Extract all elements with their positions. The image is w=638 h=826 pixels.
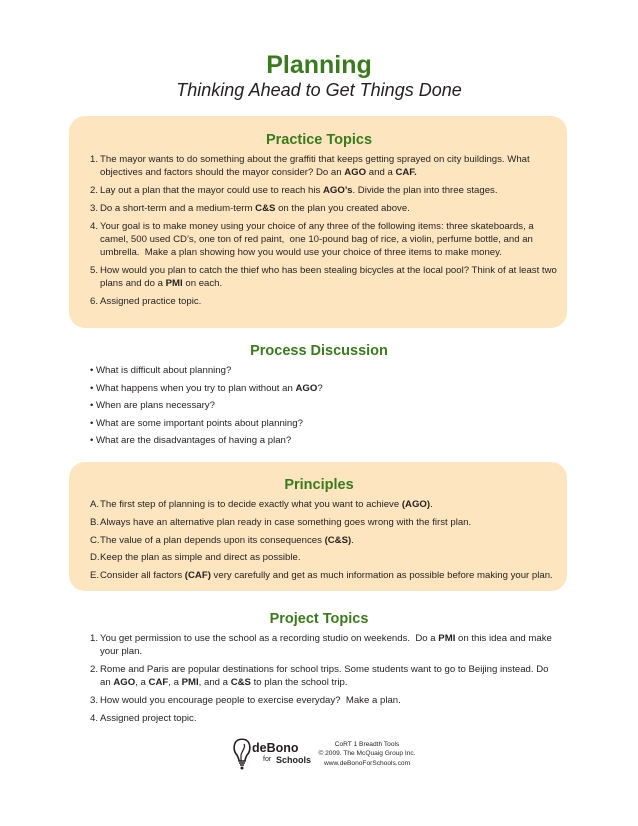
list-item (90, 434, 560, 447)
logo-for: for (263, 756, 272, 763)
list-item-text: What happens when you try to plan without an AGO? (96, 382, 323, 394)
list-marker: 3. (90, 202, 99, 214)
list-item-text: What are some important points about planning? (96, 417, 303, 429)
list-item-text: The first step of planning is to decide exactly what you want to achieve (AGO). (100, 499, 433, 510)
list-item (90, 264, 560, 290)
list-item (90, 202, 560, 215)
debono-logo (232, 737, 310, 771)
list-item-text: Consider all factors (CAF) very carefully and get as much information as possible before making your plan. (100, 570, 553, 582)
list-marker: 2. (90, 185, 99, 196)
list-item (90, 417, 560, 430)
list-item (90, 663, 560, 689)
list-item (90, 184, 560, 197)
list-marker: • (90, 382, 94, 394)
list-marker: D. (90, 552, 100, 564)
list-marker: C. (90, 534, 100, 546)
list-item-text: Always have an alternative plan ready in case something goes wrong with the first plan. (100, 516, 472, 528)
list-item (90, 694, 560, 707)
list-item (90, 569, 560, 582)
list-item (90, 534, 560, 547)
list-item-text: How would you encourage people to exercise everyday? Make a plan. (100, 695, 401, 706)
list-item-text: How would you plan to catch the thief who has been stealing bicycles at the local pool? Think of at least two plans and do a PMI on each. (100, 264, 557, 289)
footer-line-1: CoRT 1 Breadth Tools (334, 741, 400, 748)
list-item (90, 632, 560, 658)
project-topics-title: Project Topics (269, 611, 369, 627)
footer-line-2: © 2009. The McQuaig Group Inc. (318, 750, 416, 758)
list-item (90, 399, 560, 412)
list-item (90, 153, 560, 179)
list-item-text: Keep the plan as simple and direct as possible. (100, 552, 301, 564)
list-item (90, 516, 560, 529)
list-item-text: Assigned project topic. (100, 712, 197, 724)
list-marker: E. (90, 570, 100, 582)
list-item-text: The value of a plan depends upon its consequences (C&S). (100, 534, 354, 546)
list-marker: 1. (90, 154, 99, 165)
process-discussion-list (90, 364, 560, 452)
practice-topics-list (90, 153, 560, 313)
list-item-text: Lay out a plan that the mayor could use to reach his AGO’s. Divide the plan into three stages. (100, 185, 498, 196)
list-marker: 3. (90, 695, 99, 706)
list-item (90, 382, 560, 395)
list-item-text: Assigned practice topic. (100, 295, 202, 307)
page-subtitle: Thinking Ahead to Get Things Done (176, 80, 462, 100)
list-marker: • (90, 365, 94, 376)
list-item-text: Do a short-term and a medium-term C&S on the plan you created above. (100, 202, 410, 214)
list-marker: • (90, 435, 94, 447)
list-marker: B. (90, 516, 100, 528)
list-marker: 6. (90, 295, 99, 307)
list-item (90, 295, 560, 308)
list-marker: 4. (90, 712, 99, 724)
list-item-text: What is difficult about planning? (96, 365, 232, 376)
list-item-text: Rome and Paris are popular destinations for school trips. Some students want to go to Beijing instead. Do an AGO, a CAF, a PMI, and a C&S to plan the school trip. (100, 664, 549, 689)
list-marker: A. (90, 499, 100, 510)
list-item (90, 551, 560, 564)
project-topics-list (90, 632, 560, 730)
list-item-text: When are plans necessary? (96, 400, 215, 412)
logo-brand: deBono (252, 741, 299, 755)
principles-list (90, 498, 560, 587)
footer-credits (312, 740, 422, 768)
list-item-text: Your goal is to make money using your choice of any three of the following items: three skateboards, a camel, 500 used CD’s, one ton of red paint, one 10-pound bag of rice, a violin, perfume bottle, and an umbrella. Make a plan showing how you would use your choice of three items to make money. (100, 220, 534, 258)
list-marker: 4. (90, 220, 99, 232)
list-marker: 2. (90, 664, 99, 675)
list-item (90, 220, 560, 260)
footer-line-3: www.deBonoForSchools.com (323, 759, 411, 767)
list-marker: 1. (90, 633, 99, 644)
list-item-text: The mayor wants to do something about the graffiti that keeps getting sprayed on city buildings. What objectives and factors should the mayor consider? Do an AGO and a CAF. (100, 154, 530, 179)
list-item-text: What are the disadvantages of having a plan? (96, 435, 292, 447)
list-item (90, 364, 560, 377)
list-item (90, 498, 560, 511)
list-item (90, 712, 560, 725)
logo-schools: Schools (276, 754, 312, 765)
page-title: Planning (266, 51, 372, 79)
principles-title: Principles (284, 477, 354, 493)
list-marker: • (90, 417, 94, 429)
list-marker: • (90, 400, 94, 412)
list-item-text: You get permission to use the school as a recording studio on weekends. Do a PMI on this idea and make your plan. (100, 633, 552, 658)
practice-topics-title: Practice Topics (265, 132, 373, 148)
process-discussion-title: Process Discussion (250, 343, 388, 359)
list-marker: 5. (90, 264, 99, 276)
